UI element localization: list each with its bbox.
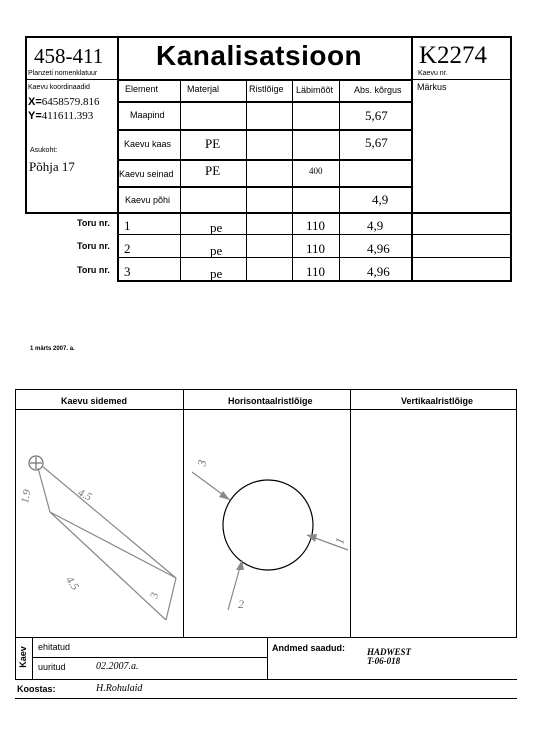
pipe-diameter: 110 [306,241,326,256]
date-text: 1 märts 2007. a. [30,346,75,352]
well-circle [223,480,313,570]
frame-header-bottom-right [411,79,512,80]
coord-y-value: 411611.393 [41,110,94,122]
table-line-v3 [292,79,293,282]
table-line-h5 [117,186,412,188]
sidemed-line-b [50,512,176,578]
pipe-label: Toru nr. [77,265,110,275]
table-line-h7 [117,234,512,235]
pipe-label: Toru nr. [77,241,110,251]
coord-x-value: 6458579.816 [41,96,100,108]
andmed-value: HADWEST [367,647,412,657]
pipe-material: pe [210,243,223,258]
sidemed-line-e [166,578,176,620]
sidemed-line-c [42,466,176,578]
footer-top-line [15,637,517,638]
sidemed-sketch [16,410,182,636]
coords-label: Kaevu koordinaadid [28,84,90,91]
col-header-element: Element [125,84,159,94]
arrow-icon [219,491,230,500]
col-header-material: Materjal [187,84,220,94]
col-header-cross: Ristlõige [249,84,284,94]
coord-y [28,110,93,122]
table-line-v2 [246,79,247,282]
uuritud-label: uuritud [38,662,66,672]
well-number: K2274 [419,42,488,69]
footer-mid-line [32,657,268,658]
table-line-h8 [117,257,512,258]
frame-left [25,36,27,214]
frame-left-bottom [25,212,119,214]
sidemed-line-d [50,512,166,620]
uuritud-value: 02.2007.a. [96,661,139,672]
sketch-col-horizontal: Horisontaalristlõige [228,396,313,406]
footer-kaev-split [32,637,33,679]
sketch-col-sidemed: Kaevu sidemed [61,396,128,406]
coord-x [28,96,100,108]
sidemed-label: 4.5 [75,486,94,504]
frame-right [510,36,512,282]
planzet-number: 458-411 [34,44,104,68]
ehitatud-label: ehitatud [38,642,71,652]
frame-top [25,36,512,38]
pipe-diameter: 110 [306,218,326,233]
sidemed-line-a [38,468,50,512]
pipe-material: pe [210,220,223,235]
row-element: Kaevu seinad [119,169,174,179]
pipe-label: 1 [332,536,348,546]
sketch-col-split-2 [350,389,351,637]
table-line-v4 [339,79,340,282]
pipe-material: pe [210,266,223,281]
location-value: Põhja 17 [29,159,75,174]
sketch-col-vertical: Vertikaalristlõige [401,396,474,406]
table-line-v1 [180,79,181,282]
row-material: PE [205,136,221,151]
pipe-label: Toru nr. [77,218,110,228]
pipe-abs: 4,96 [367,264,390,279]
pipe-label: 3 [194,458,210,468]
table-line-h9 [117,280,512,282]
pipe-nr: 3 [124,264,131,279]
row-diameter: 400 [309,166,323,176]
row-material: PE [205,163,221,178]
table-line-h6 [117,212,512,214]
row-element: Kaevu põhi [125,195,171,205]
location-label: Asukoht: [30,147,58,154]
footer-andmed-split [267,637,268,679]
col-header-abs: Abs. kõrgus [354,85,402,95]
kaev-label: Kaev [18,646,28,668]
sidemed-label: 3 [148,591,162,600]
pipe-abs: 4,96 [367,241,390,256]
well-marker-icon [29,456,43,470]
table-line-h1 [117,79,412,81]
coord-x-label: X= [28,96,42,108]
row-abs: 5,67 [365,135,388,150]
andmed-label: Andmed saadud: [272,643,346,653]
row-abs: 4,9 [372,192,389,207]
pipe-diameter: 110 [306,264,326,279]
footer-left-border [15,637,16,679]
pipe-abs: 4,9 [367,218,384,233]
well-number-label: Kaevu nr. [418,70,448,77]
col-header-diameter: Läbimõõt [296,85,334,95]
pipe-nr: 1 [124,218,131,233]
andmed-value: T-06-018 [367,656,401,666]
pipe-label: 2 [238,597,244,611]
arrow-icon [236,560,244,570]
row-element: Kaevu kaas [124,139,172,149]
arrow-icon [307,534,317,542]
table-line-h4 [117,159,412,161]
col-header-note: Märkus [417,82,447,92]
footer-end-line [15,698,517,699]
pipe-nr: 2 [124,241,131,256]
koostas-label: Koostas: [17,684,56,694]
sidemed-label: 4.5 [63,574,81,593]
table-line-h3 [117,129,412,131]
coord-y-label: Y= [28,110,42,122]
koostas-value: H.Rohulaid [96,683,143,694]
table-line-h2 [117,101,412,103]
sidemed-label: 1.9 [19,488,34,505]
frame-header-bottom-left [25,79,119,80]
planzet-label: Planzeti nomenklatuur [28,70,98,77]
row-element: Maapind [130,110,165,120]
horizontal-sketch [184,410,350,636]
row-abs: 5,67 [365,108,388,123]
footer-bottom-line [15,679,517,680]
page-title: Kanalisatsioon [156,40,363,71]
